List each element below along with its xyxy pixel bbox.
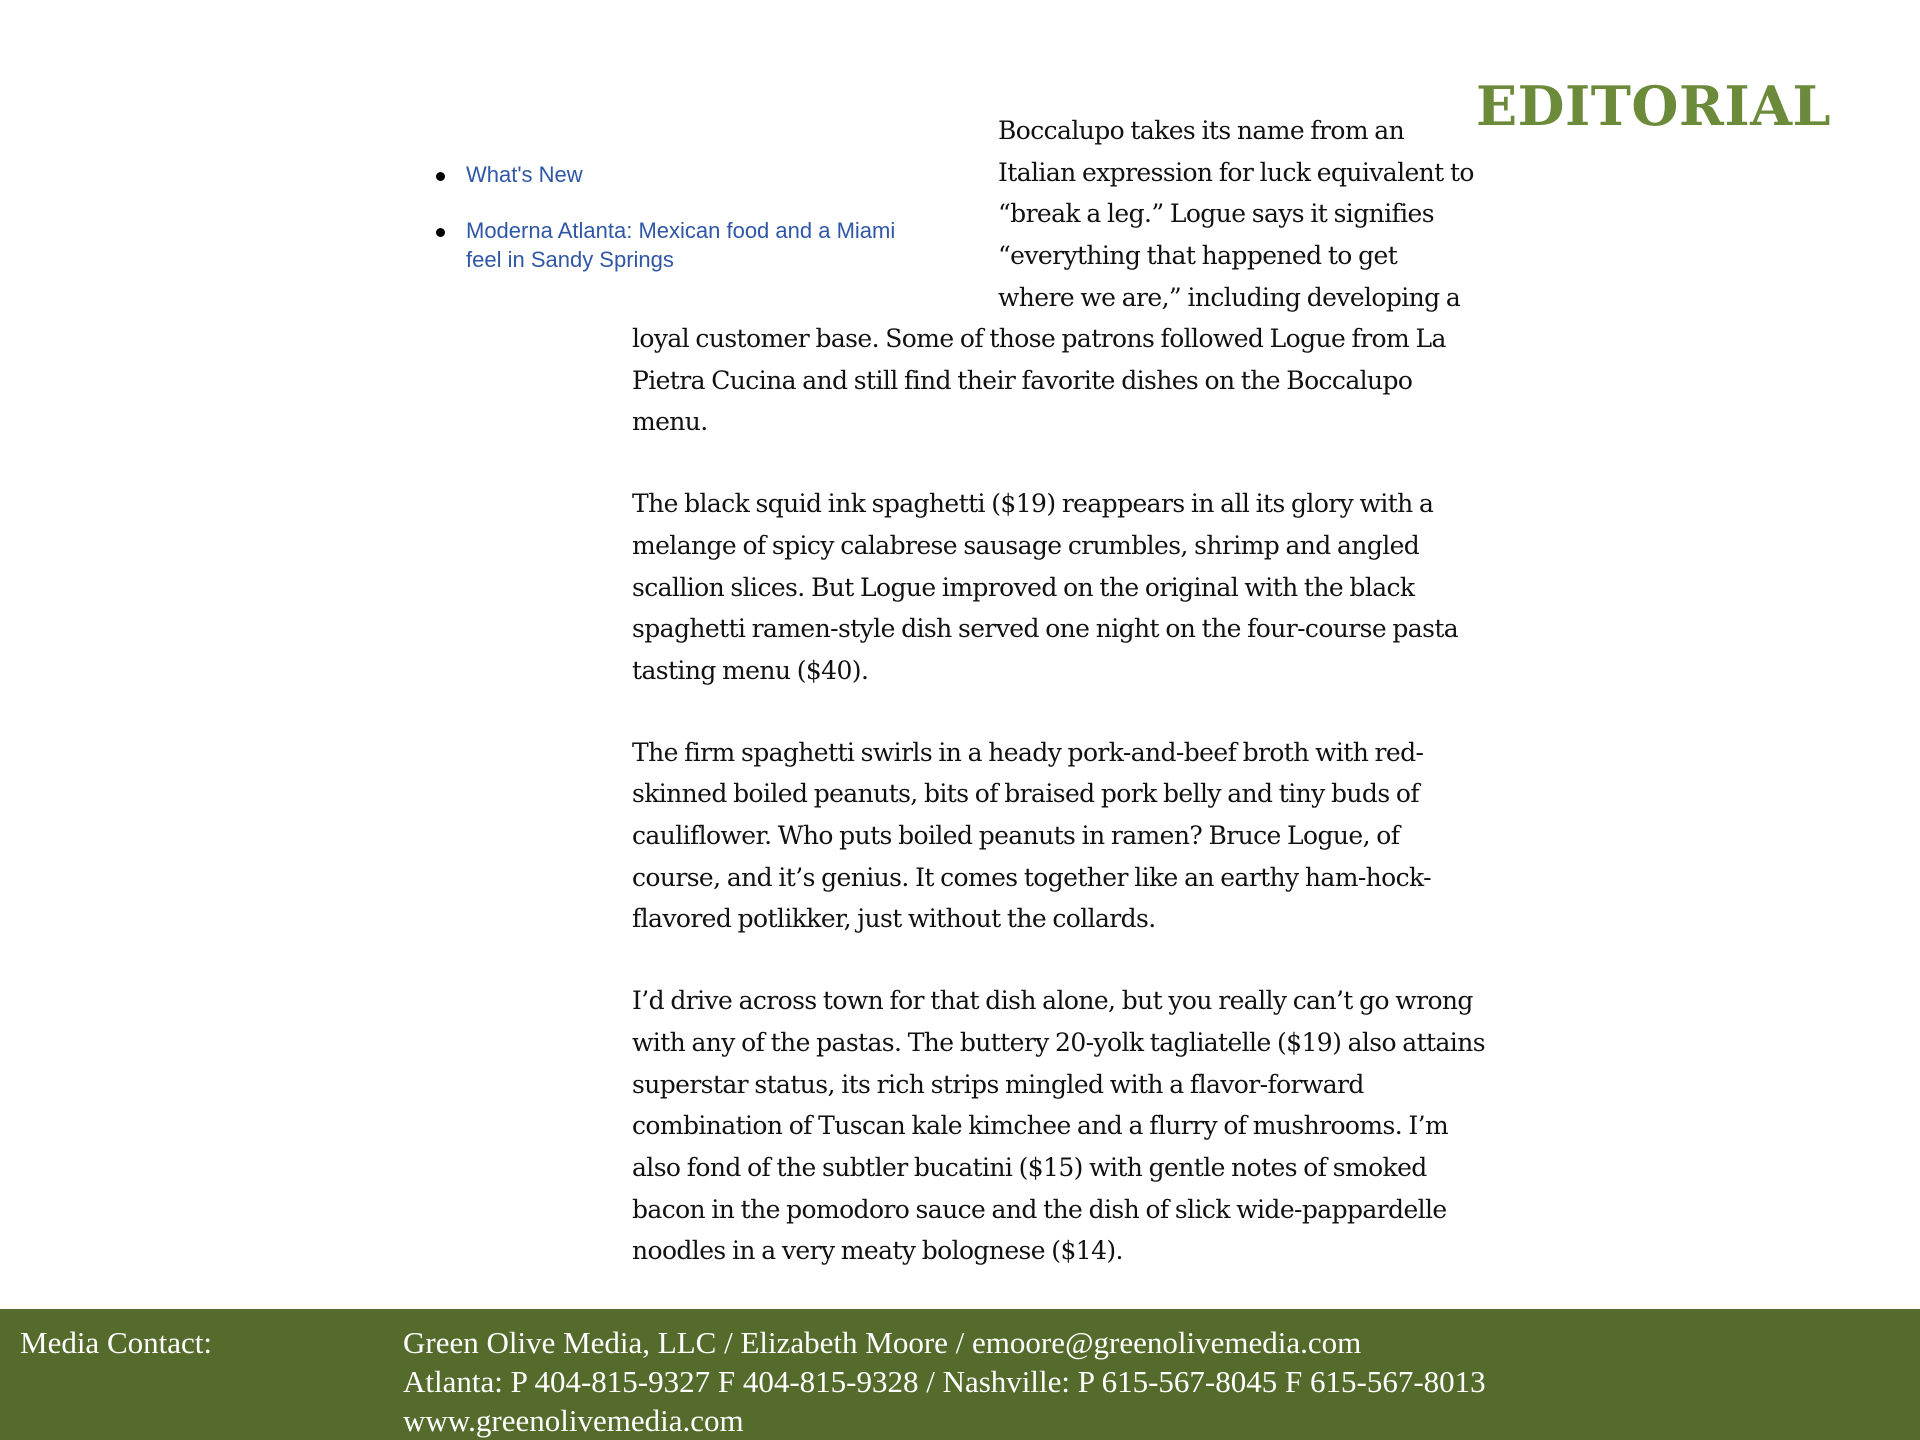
paragraph — [632, 483, 1512, 692]
text-line: superstar status, its rich strips mingled with a flavor-forward — [632, 1069, 1364, 1099]
website-line: www.greenolivemedia.com — [403, 1403, 744, 1438]
contact-line: Green Olive Media, LLC / Elizabeth Moore / emoore@greenolivemedia.com — [403, 1325, 1362, 1360]
text-line: scallion slices. But Logue improved on the original with the black — [632, 572, 1415, 602]
link-whats-new[interactable]: What's New — [466, 162, 583, 187]
text-line: I’d drive across town for that dish alone, but you really can’t go wrong — [632, 986, 1473, 1016]
text-line: The black squid ink spaghetti ($19) reappears in all its glory with a — [632, 489, 1434, 519]
phone-line: Atlanta: P 404-815-9327 F 404-815-9328 / Nashville: P 615-567-8045 F 615-567-8013 — [403, 1364, 1486, 1399]
text-line: spaghetti ramen-style dish served one night on the four-course pasta — [632, 614, 1459, 644]
paragraph — [632, 732, 1512, 941]
text-line: bacon in the pomodoro sauce and the dish of slick wide-pappardelle — [632, 1194, 1447, 1224]
text-line: menu. — [632, 407, 708, 437]
text-line: also fond of the subtler bucatini ($15) with gentle notes of smoked — [632, 1152, 1427, 1182]
text-line: “everything that happened to get — [998, 241, 1398, 271]
text-line: tasting menu ($40). — [632, 655, 869, 685]
link-line: feel in Sandy Springs — [466, 247, 674, 272]
text-line: skinned boiled peanuts, bits of braised pork belly and tiny buds of — [632, 779, 1420, 809]
list-item — [436, 160, 956, 189]
text-line: “break a leg.” Logue says it signifies — [998, 199, 1434, 229]
text-line: The firm spaghetti swirls in a heady pork-and-beef broth with red- — [632, 737, 1424, 767]
link-line: Moderna Atlanta: Mexican food and a Miami — [466, 218, 896, 243]
text-line: cauliflower. Who puts boiled peanuts in ramen? Bruce Logue, of — [632, 821, 1400, 851]
article-body — [632, 318, 1512, 1312]
media-contact-label: Media Contact: — [20, 1325, 212, 1360]
text-line: combination of Tuscan kale kimchee and a flurry of mushrooms. I’m — [632, 1111, 1449, 1141]
page-heading: EDITORIAL — [1476, 74, 1831, 138]
paragraph — [632, 980, 1512, 1272]
text-line: course, and it’s genius. It comes together like an earthy ham-hock- — [632, 862, 1431, 892]
text-line: with any of the pastas. The buttery 20-yolk tagliatelle ($19) also attains — [632, 1027, 1485, 1057]
text-line: where we are,” including developing a — [998, 282, 1461, 312]
media-contact-footer — [0, 1309, 1920, 1440]
text-line: noodles in a very meaty bolognese ($14). — [632, 1236, 1123, 1266]
bullet-icon — [436, 172, 445, 181]
bullet-icon — [436, 228, 445, 237]
related-links-list — [436, 160, 956, 301]
text-line: Boccalupo takes its name from an — [998, 116, 1405, 145]
article-intro-wrap — [998, 110, 1518, 319]
link-moderna-atlanta[interactable] — [466, 218, 895, 272]
text-line: flavored potlikker, just without the collards. — [632, 904, 1156, 934]
text-line: Pietra Cucina and still find their favorite dishes on the Boccalupo — [632, 365, 1413, 395]
paragraph — [632, 318, 1512, 443]
text-line: loyal customer base. Some of those patrons followed Logue from La — [632, 324, 1446, 353]
list-item — [436, 216, 956, 274]
contact-details — [403, 1323, 1486, 1440]
text-line: Italian expression for luck equivalent to — [998, 157, 1474, 187]
text-line: melange of spicy calabrese sausage crumbles, shrimp and angled — [632, 530, 1420, 560]
